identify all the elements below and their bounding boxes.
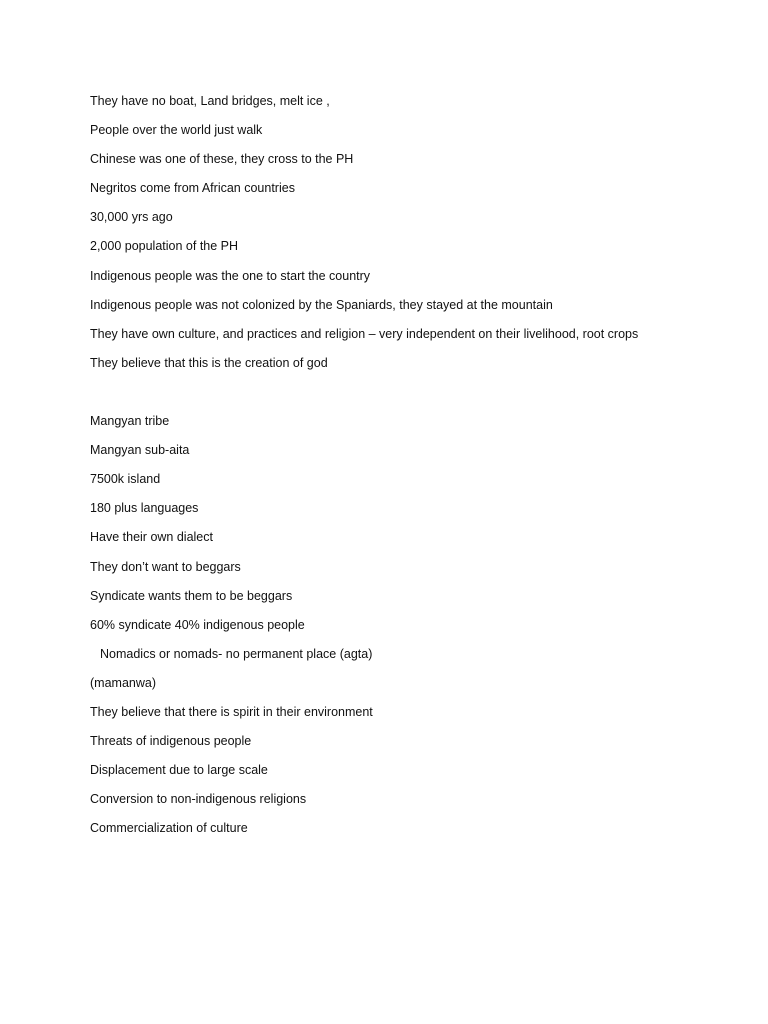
text-line: They have own culture, and practices and religion – very independent on their livelihood, root crops <box>90 326 639 341</box>
text-line: Commercialization of culture <box>90 821 248 836</box>
text-line: Have their own dialect <box>90 530 213 545</box>
text-line: (mamanwa) <box>90 675 156 690</box>
text-line: 2,000 population of the PH <box>90 239 239 254</box>
text-line: Threats of indigenous people <box>90 734 252 749</box>
paragraph-break <box>90 384 730 400</box>
text-line: Mangyan sub-aita <box>90 443 190 458</box>
text-line: Indigenous people was the one to start the country <box>90 268 371 283</box>
text-line: Conversion to non-indigenous religions <box>90 792 307 807</box>
text-line: 180 plus languages <box>90 501 199 516</box>
text-line: Nomadics or nomads- no permanent place (agta) <box>100 646 373 661</box>
text-line: They believe that this is the creation of god <box>90 355 328 370</box>
text-line: They have no boat, Land bridges, melt ice , <box>90 94 330 108</box>
text-line: People over the world just walk <box>90 123 263 138</box>
text-line: Displacement due to large scale <box>90 763 268 778</box>
text-line: Indigenous people was not colonized by the Spaniards, they stayed at the mountain <box>90 297 553 312</box>
text-line: Syndicate wants them to be beggars <box>90 588 293 603</box>
document-body <box>90 93 730 849</box>
text-line: 7500k island <box>90 472 161 487</box>
text-line: They don’t want to beggars <box>90 559 241 574</box>
text-line: Chinese was one of these, they cross to the PH <box>90 152 354 167</box>
text-line: They believe that there is spirit in their environment <box>90 704 373 719</box>
text-line: Negritos come from African countries <box>90 181 295 196</box>
text-line: 30,000 yrs ago <box>90 210 173 225</box>
text-line: Mangyan tribe <box>90 414 170 429</box>
text-line: 60% syndicate 40% indigenous people <box>90 617 305 632</box>
